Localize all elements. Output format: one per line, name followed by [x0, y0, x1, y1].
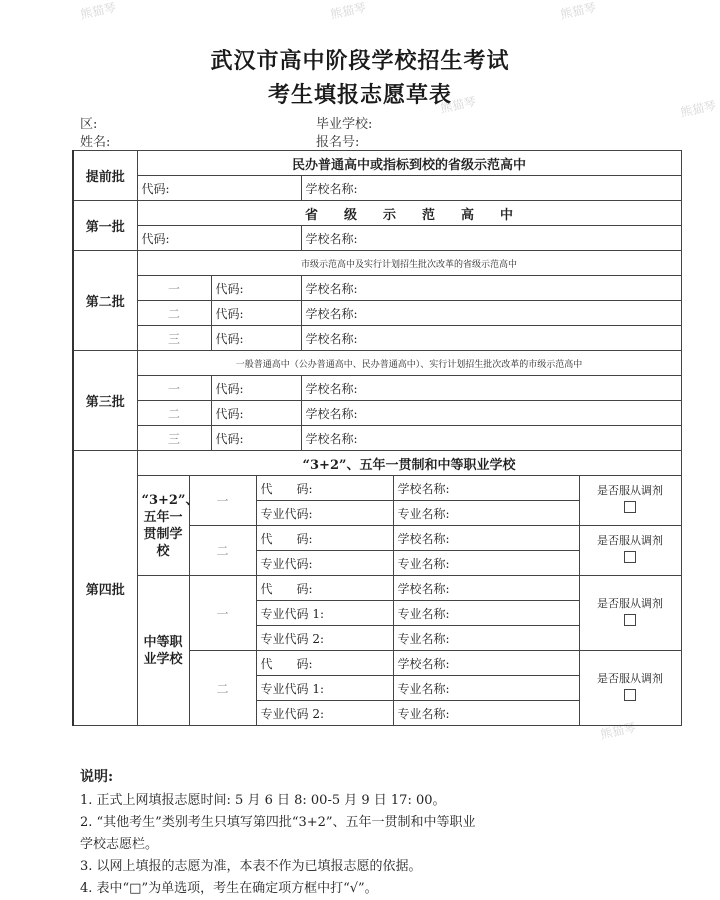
note-item: 2. “其他考生”类别考生只填写第四批“3+2”、五年一贯制和中等职业 [80, 815, 476, 830]
code-field[interactable]: 代 码: [256, 576, 393, 601]
major-code-1-field[interactable]: 专业代码 1: [256, 601, 393, 626]
checkbox[interactable] [624, 501, 636, 513]
notes-section [80, 766, 680, 900]
school-name-field[interactable]: 学校名称: [393, 651, 579, 676]
code-field[interactable]: 代码: [211, 426, 301, 451]
choice-number: 一 [189, 476, 256, 526]
group-label-3plus2: “3+2”、五年一贯制学校 [137, 476, 189, 576]
adjust-label: 是否服从调剂 [597, 534, 663, 547]
registration-number-label: 报名号: [316, 135, 360, 150]
checkbox[interactable] [624, 614, 636, 626]
adjust-label: 是否服从调剂 [597, 671, 663, 685]
note-item: 4. 表中“□”为单选项，考生在确定项方框中打“√”。 [80, 881, 378, 896]
code-field[interactable]: 代码: [211, 276, 301, 301]
application-form-table [72, 150, 682, 726]
major-name-field[interactable]: 专业名称: [393, 676, 579, 701]
code-field[interactable]: 代 码: [256, 476, 393, 501]
batch-heading-third: 一般普通高中（公办普通高中、民办普通高中）、实行计划招生批次改革的市级示范高中 [137, 351, 681, 376]
adjust-label: 是否服从调剂 [597, 596, 663, 610]
watermark: 熊猫琴 [599, 720, 638, 742]
school-name-field[interactable]: 学校名称: [301, 301, 681, 326]
adjust-option[interactable] [579, 526, 681, 576]
school-name-field[interactable]: 学校名称: [301, 226, 681, 251]
notes-title: 说明: [80, 769, 114, 785]
school-name-field[interactable]: 学校名称: [393, 526, 579, 551]
name-label: 姓名: [80, 135, 111, 150]
major-name-field[interactable]: 专业名称: [393, 601, 579, 626]
code-field[interactable]: 代码: [211, 326, 301, 351]
watermark: 熊猫琴 [79, 0, 118, 22]
group-label-vocational: 中等职业学校 [137, 576, 189, 726]
adjust-option[interactable] [579, 651, 681, 726]
adjust-label: 是否服从调剂 [597, 484, 663, 497]
choice-number: 三 [137, 326, 211, 351]
batch-heading-first: 省 级 示 范 高 中 [137, 201, 681, 226]
school-name-field[interactable]: 学校名称: [301, 426, 681, 451]
code-field[interactable]: 代码: [211, 301, 301, 326]
district-label: 区: [80, 117, 98, 132]
code-field[interactable]: 代码: [211, 401, 301, 426]
code-field[interactable]: 代码: [137, 226, 301, 251]
school-name-field[interactable]: 学校名称: [301, 326, 681, 351]
batch-label-second: 第二批 [73, 251, 137, 351]
major-name-field[interactable]: 专业名称: [393, 626, 579, 651]
batch-heading-second: 市级示范高中及实行计划招生批次改革的省级示范高中 [137, 251, 681, 276]
choice-number: 二 [137, 401, 211, 426]
school-name-field[interactable]: 学校名称: [393, 576, 579, 601]
batch-label-fourth: 第四批 [73, 451, 137, 726]
adjust-option[interactable] [579, 476, 681, 526]
graduation-school-label: 毕业学校: [316, 117, 373, 132]
watermark: 熊猫琴 [559, 0, 598, 22]
code-field[interactable]: 代码: [137, 176, 301, 201]
choice-number: 二 [189, 651, 256, 726]
choice-number: 三 [137, 426, 211, 451]
batch-heading-fourth: “3+2”、五年一贯制和中等职业学校 [137, 451, 681, 476]
batch-label-third: 第三批 [73, 351, 137, 451]
watermark: 熊猫琴 [679, 98, 718, 120]
note-item: 3. 以网上填报的志愿为准，本表不作为已填报志愿的依据。 [80, 859, 422, 874]
checkbox[interactable] [624, 551, 636, 563]
school-name-field[interactable]: 学校名称: [301, 401, 681, 426]
batch-label-early: 提前批 [73, 151, 137, 201]
major-name-field[interactable]: 专业名称: [393, 551, 579, 576]
page-title: 武汉市高中阶段学校招生考试 [210, 48, 510, 74]
school-name-field[interactable]: 学校名称: [301, 376, 681, 401]
choice-number: 一 [137, 276, 211, 301]
code-field[interactable]: 代 码: [256, 526, 393, 551]
major-code-field[interactable]: 专业代码: [256, 551, 393, 576]
checkbox[interactable] [624, 689, 636, 701]
major-code-field[interactable]: 专业代码: [256, 501, 393, 526]
page-subtitle: 考生填报志愿草表 [267, 82, 452, 108]
major-name-field[interactable]: 专业名称: [393, 501, 579, 526]
major-code-2-field[interactable]: 专业代码 2: [256, 701, 393, 726]
choice-number: 二 [137, 301, 211, 326]
school-name-field[interactable]: 学校名称: [301, 276, 681, 301]
major-name-field[interactable]: 专业名称: [393, 701, 579, 726]
school-name-field[interactable]: 学校名称: [393, 476, 579, 501]
school-name-field[interactable]: 学校名称: [301, 176, 681, 201]
batch-label-first: 第一批 [73, 201, 137, 251]
major-code-2-field[interactable]: 专业代码 2: [256, 626, 393, 651]
adjust-option[interactable] [579, 576, 681, 651]
code-field[interactable]: 代码: [211, 376, 301, 401]
choice-number: 二 [189, 526, 256, 576]
choice-number: 一 [137, 376, 211, 401]
major-code-1-field[interactable]: 专业代码 1: [256, 676, 393, 701]
note-item: 学校志愿栏。 [80, 837, 159, 852]
code-field[interactable]: 代 码: [256, 651, 393, 676]
watermark: 熊猫琴 [439, 94, 478, 116]
batch-heading-early: 民办普通高中或指标到校的省级示范高中 [137, 151, 681, 176]
note-item: 1. 正式上网填报志愿时间: 5 月 6 日 8: 00-5 月 9 日 17: 00。 [80, 793, 446, 808]
choice-number: 一 [189, 576, 256, 651]
watermark: 熊猫琴 [329, 0, 368, 22]
